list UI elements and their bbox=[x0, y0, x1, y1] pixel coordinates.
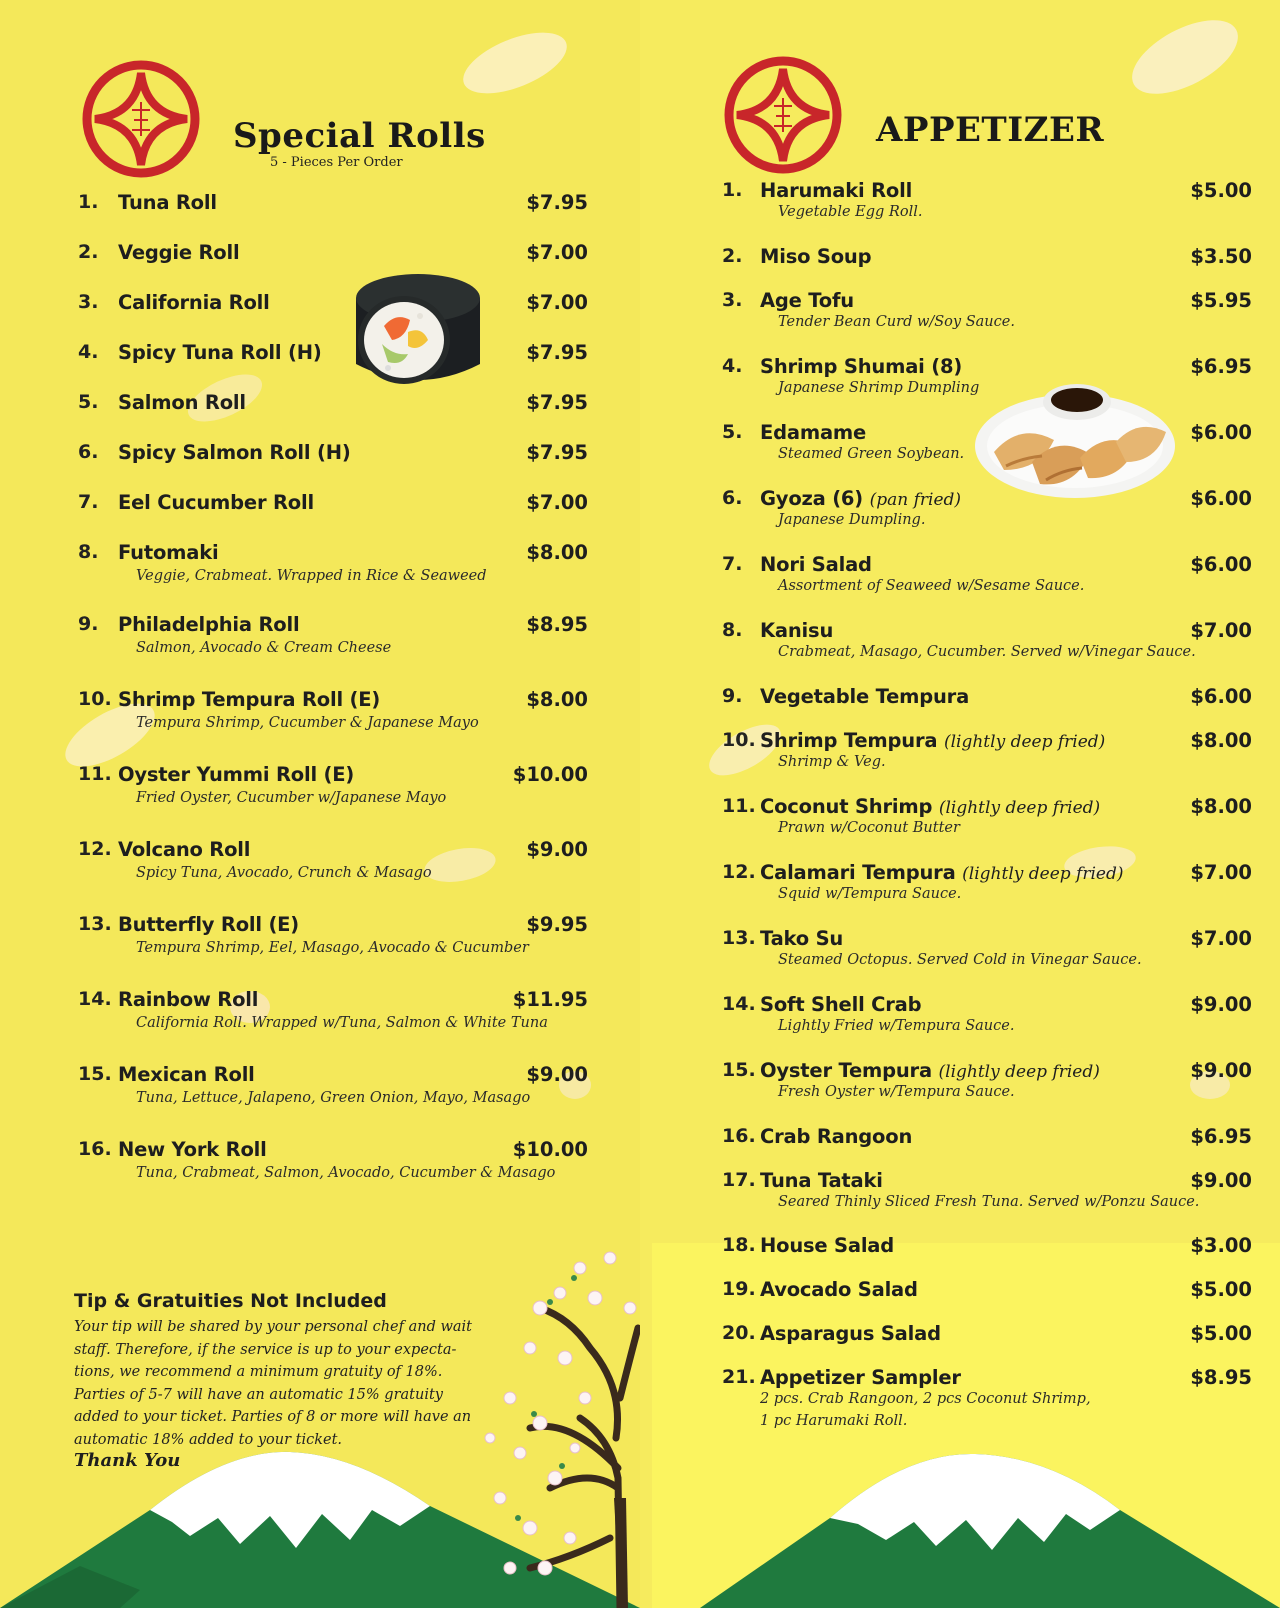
item-name: Tuna Roll bbox=[118, 191, 217, 214]
item-price: $8.00 bbox=[526, 688, 588, 711]
item-description: 1 pc Harumaki Roll. bbox=[760, 1413, 908, 1429]
menu-item bbox=[78, 688, 588, 748]
item-description: Crabmeat, Masago, Cucumber. Served w/Vinegar Sauce. bbox=[778, 644, 1196, 660]
menu-item bbox=[78, 1138, 588, 1198]
item-name bbox=[760, 795, 1100, 818]
item-name-text: Age Tofu bbox=[760, 289, 854, 312]
menu-item bbox=[78, 988, 588, 1048]
menu-item bbox=[78, 913, 588, 973]
item-name bbox=[760, 993, 921, 1016]
item-name-text: Shrimp Shumai (8) bbox=[760, 355, 963, 378]
menu-item bbox=[78, 613, 588, 673]
item-price: $7.95 bbox=[526, 391, 588, 414]
item-note: (lightly deep fried) bbox=[938, 798, 1101, 818]
item-description: 2 pcs. Crab Rangoon, 2 pcs Coconut Shrimp, bbox=[760, 1391, 1091, 1407]
item-price: $8.95 bbox=[1190, 1366, 1252, 1389]
item-price: $5.95 bbox=[1190, 289, 1252, 312]
item-number: 9. bbox=[78, 613, 99, 635]
item-name: Oyster Yummi Roll (E) bbox=[118, 763, 355, 786]
item-number: 11. bbox=[722, 795, 756, 817]
item-name: Eel Cucumber Roll bbox=[118, 491, 314, 514]
item-number: 12. bbox=[722, 861, 756, 883]
item-number: 6. bbox=[78, 441, 99, 463]
menu-item bbox=[722, 1169, 1252, 1229]
mount-fuji-illustration bbox=[700, 1440, 1280, 1608]
item-description: Tempura Shrimp, Cucumber & Japanese Mayo bbox=[136, 715, 479, 731]
item-name-text: Soft Shell Crab bbox=[760, 993, 922, 1016]
menu-item bbox=[722, 1366, 1252, 1429]
item-price: $8.00 bbox=[1190, 795, 1252, 818]
item-number: 18. bbox=[722, 1234, 756, 1256]
item-description: Veggie, Crabmeat. Wrapped in Rice & Seaweed bbox=[136, 568, 487, 584]
item-description: Squid w/Tempura Sauce. bbox=[778, 886, 962, 902]
item-description: Steamed Green Soybean. bbox=[778, 446, 965, 462]
item-price: $7.00 bbox=[1190, 619, 1252, 642]
page-title: Special Rolls bbox=[233, 116, 486, 156]
item-number: 20. bbox=[722, 1322, 756, 1344]
item-price: $7.95 bbox=[526, 341, 588, 364]
page-title: APPETIZER bbox=[876, 110, 1105, 150]
menu-item bbox=[722, 861, 1252, 921]
item-price: $7.00 bbox=[526, 241, 588, 264]
tip-title: Tip & Gratuities Not Included bbox=[74, 1290, 387, 1312]
item-name bbox=[760, 1169, 883, 1192]
item-name-text: Appetizer Sampler bbox=[760, 1366, 961, 1389]
item-note: (lightly deep fried) bbox=[943, 732, 1106, 752]
item-name-text: Kanisu bbox=[760, 619, 834, 642]
item-number: 3. bbox=[722, 289, 743, 311]
item-price: $9.95 bbox=[526, 913, 588, 936]
page-subtitle: 5 - Pieces Per Order bbox=[270, 155, 403, 170]
item-number: 14. bbox=[722, 993, 756, 1015]
menu-item bbox=[722, 1059, 1252, 1119]
item-price: $9.00 bbox=[526, 838, 588, 861]
item-name: Philadelphia Roll bbox=[118, 613, 300, 636]
item-number: 3. bbox=[78, 291, 99, 313]
item-description: Fried Oyster, Cucumber w/Japanese Mayo bbox=[136, 790, 447, 806]
item-name-text: Nori Salad bbox=[760, 553, 872, 576]
tip-line: staff. Therefore, if the service is up to your expecta- bbox=[74, 1341, 457, 1358]
item-description: Japanese Dumpling. bbox=[778, 512, 926, 528]
item-number: 9. bbox=[722, 685, 743, 707]
item-note: (lightly deep fried) bbox=[962, 864, 1124, 884]
menu-item bbox=[722, 993, 1252, 1053]
item-name bbox=[760, 355, 962, 378]
item-name bbox=[760, 179, 912, 202]
item-number: 7. bbox=[78, 491, 99, 513]
item-price: $10.00 bbox=[512, 763, 588, 786]
item-number: 15. bbox=[722, 1059, 756, 1081]
menu-item bbox=[722, 927, 1252, 987]
item-description: Vegetable Egg Roll. bbox=[778, 204, 923, 220]
item-number: 8. bbox=[78, 541, 99, 563]
menu-item bbox=[722, 179, 1252, 239]
item-description: Fresh Oyster w/Tempura Sauce. bbox=[778, 1084, 1015, 1100]
menu-item bbox=[78, 763, 588, 823]
item-description: Tuna, Lettuce, Jalapeno, Green Onion, Mayo, Masago bbox=[136, 1090, 531, 1106]
item-name-text: Calamari Tempura bbox=[760, 861, 956, 884]
item-price: $6.00 bbox=[1190, 421, 1252, 444]
item-number: 11. bbox=[78, 763, 112, 785]
item-name-text: House Salad bbox=[760, 1234, 895, 1257]
item-description: California Roll. Wrapped w/Tuna, Salmon & White Tuna bbox=[136, 1015, 548, 1031]
item-name-text: Crab Rangoon bbox=[760, 1125, 913, 1148]
item-price: $9.00 bbox=[1190, 1059, 1252, 1082]
item-name bbox=[760, 289, 854, 312]
item-number: 16. bbox=[78, 1138, 112, 1160]
item-price: $6.00 bbox=[1190, 553, 1252, 576]
item-price: $3.50 bbox=[1190, 245, 1252, 268]
item-price: $7.00 bbox=[526, 491, 588, 514]
petal-shape bbox=[455, 28, 575, 98]
item-number: 8. bbox=[722, 619, 743, 641]
item-number: 5. bbox=[722, 421, 743, 443]
item-name-text: Oyster Tempura bbox=[760, 1059, 932, 1082]
item-price: $5.00 bbox=[1190, 179, 1252, 202]
item-name: California Roll bbox=[118, 291, 270, 314]
item-description: Tender Bean Curd w/Soy Sauce. bbox=[778, 314, 1015, 330]
menu-item bbox=[78, 541, 588, 601]
item-name-text: Coconut Shrimp bbox=[760, 795, 933, 818]
item-name bbox=[760, 1322, 941, 1345]
item-number: 17. bbox=[722, 1169, 756, 1191]
item-number: 7. bbox=[722, 553, 743, 575]
tip-body bbox=[74, 1316, 474, 1451]
item-name: Veggie Roll bbox=[118, 241, 240, 264]
menu-item bbox=[722, 421, 1252, 481]
item-price: $7.00 bbox=[526, 291, 588, 314]
item-name: Volcano Roll bbox=[118, 838, 251, 861]
item-number: 21. bbox=[722, 1366, 756, 1388]
item-number: 15. bbox=[78, 1063, 112, 1085]
item-name: Futomaki bbox=[118, 541, 219, 564]
item-price: $7.00 bbox=[1190, 927, 1252, 950]
menu-item bbox=[722, 355, 1252, 415]
item-description: Japanese Shrimp Dumpling bbox=[778, 380, 980, 396]
item-name bbox=[760, 1059, 1100, 1082]
item-price: $9.00 bbox=[526, 1063, 588, 1086]
item-name-text: Edamame bbox=[760, 421, 867, 444]
item-price: $6.95 bbox=[1190, 355, 1252, 378]
item-note: (lightly deep fried) bbox=[938, 1062, 1100, 1082]
menu-item bbox=[722, 795, 1252, 855]
item-description: Prawn w/Coconut Butter bbox=[778, 820, 960, 836]
item-name bbox=[760, 487, 961, 510]
item-description: Shrimp & Veg. bbox=[778, 754, 886, 770]
menu-item bbox=[722, 619, 1252, 679]
item-name: Butterfly Roll (E) bbox=[118, 913, 300, 936]
item-name-text: Tuna Tataki bbox=[760, 1169, 883, 1192]
item-number: 10. bbox=[722, 729, 756, 751]
item-name-text: Shrimp Tempura bbox=[760, 729, 938, 752]
item-number: 1. bbox=[78, 191, 99, 213]
menu-item bbox=[722, 729, 1252, 789]
item-price: $11.95 bbox=[512, 988, 588, 1011]
item-name bbox=[760, 553, 872, 576]
item-number: 5. bbox=[78, 391, 99, 413]
menu-item bbox=[722, 487, 1252, 547]
item-price: $8.00 bbox=[526, 541, 588, 564]
item-number: 16. bbox=[722, 1125, 756, 1147]
item-description: Lightly Fried w/Tempura Sauce. bbox=[778, 1018, 1015, 1034]
item-price: $5.00 bbox=[1190, 1322, 1252, 1345]
item-price: $8.00 bbox=[1190, 729, 1252, 752]
appetizer-page bbox=[640, 0, 1280, 1608]
item-price: $9.00 bbox=[1190, 993, 1252, 1016]
menu-item bbox=[722, 289, 1252, 349]
item-price: $3.00 bbox=[1190, 1234, 1252, 1257]
tip-line: automatic 18% added to your ticket. bbox=[74, 1431, 343, 1448]
tip-line: tions, we recommend a minimum gratuity of 18%. bbox=[74, 1364, 443, 1380]
item-name bbox=[760, 1234, 894, 1257]
item-name-text: Harumaki Roll bbox=[760, 179, 913, 202]
item-number: 2. bbox=[78, 241, 99, 263]
item-name bbox=[760, 1278, 918, 1301]
tip-thanks: Thank You bbox=[74, 1450, 181, 1471]
item-note: (pan fried) bbox=[869, 490, 962, 510]
item-number: 6. bbox=[722, 487, 743, 509]
logo-icon bbox=[82, 60, 200, 178]
item-number: 13. bbox=[722, 927, 756, 949]
item-price: $10.00 bbox=[512, 1138, 588, 1161]
menu-item bbox=[78, 1063, 588, 1123]
item-name-text: Asparagus Salad bbox=[760, 1322, 941, 1345]
item-name: Rainbow Roll bbox=[118, 988, 259, 1011]
item-name: New York Roll bbox=[118, 1138, 267, 1161]
item-name bbox=[760, 245, 871, 268]
item-price: $6.00 bbox=[1190, 487, 1252, 510]
item-name: Spicy Salmon Roll (H) bbox=[118, 441, 351, 464]
menu-item bbox=[722, 553, 1252, 613]
item-name bbox=[760, 729, 1105, 752]
item-name-text: Tako Su bbox=[760, 927, 844, 950]
item-name-text: Vegetable Tempura bbox=[760, 685, 970, 708]
menu-item bbox=[78, 838, 588, 898]
item-name bbox=[760, 421, 866, 444]
item-name bbox=[760, 1366, 961, 1389]
item-number: 2. bbox=[722, 245, 743, 267]
item-price: $6.95 bbox=[1190, 1125, 1252, 1148]
item-description: Tempura Shrimp, Eel, Masago, Avocado & Cucumber bbox=[136, 940, 529, 956]
item-price: $7.00 bbox=[1190, 861, 1252, 884]
item-name bbox=[760, 619, 833, 642]
item-price: $7.95 bbox=[526, 191, 588, 214]
item-number: 13. bbox=[78, 913, 112, 935]
item-number: 1. bbox=[722, 179, 743, 201]
item-name bbox=[760, 927, 843, 950]
item-price: $5.00 bbox=[1190, 1278, 1252, 1301]
tip-line: Parties of 5-7 will have an automatic 15% gratuity bbox=[74, 1386, 443, 1403]
item-number: 10. bbox=[78, 688, 112, 710]
item-description: Spicy Tuna, Avocado, Crunch & Masago bbox=[136, 865, 432, 881]
item-price: $9.00 bbox=[1190, 1169, 1252, 1192]
item-name: Mexican Roll bbox=[118, 1063, 255, 1086]
item-name: Spicy Tuna Roll (H) bbox=[118, 341, 322, 364]
item-name: Shrimp Tempura Roll (E) bbox=[118, 688, 381, 711]
item-name bbox=[760, 685, 969, 708]
item-number: 19. bbox=[722, 1278, 756, 1300]
cherry-blossom-tree bbox=[470, 1238, 640, 1608]
item-description: Seared Thinly Sliced Fresh Tuna. Served w/Ponzu Sauce. bbox=[778, 1194, 1200, 1210]
petal-shape bbox=[1120, 12, 1250, 102]
item-price: $6.00 bbox=[1190, 685, 1252, 708]
item-number: 14. bbox=[78, 988, 112, 1010]
logo-icon bbox=[724, 56, 842, 174]
item-number: 4. bbox=[722, 355, 743, 377]
item-description: Steamed Octopus. Served Cold in Vinegar Sauce. bbox=[778, 952, 1142, 968]
item-name-text: Miso Soup bbox=[760, 245, 872, 268]
item-price: $7.95 bbox=[526, 441, 588, 464]
item-name-text: Gyoza (6) bbox=[760, 487, 864, 510]
item-description: Assortment of Seaweed w/Sesame Sauce. bbox=[778, 578, 1085, 594]
tip-line: Your tip will be shared by your personal chef and wait bbox=[74, 1319, 472, 1335]
item-number: 12. bbox=[78, 838, 112, 860]
item-description: Salmon, Avocado & Cream Cheese bbox=[136, 640, 392, 656]
item-description: Tuna, Crabmeat, Salmon, Avocado, Cucumber & Masago bbox=[136, 1165, 556, 1181]
item-number: 4. bbox=[78, 341, 99, 363]
item-name bbox=[760, 861, 1124, 884]
item-name bbox=[760, 1125, 912, 1148]
item-name-text: Avocado Salad bbox=[760, 1278, 918, 1301]
item-price: $8.95 bbox=[526, 613, 588, 636]
item-name: Salmon Roll bbox=[118, 391, 246, 414]
tip-line: added to your ticket. Parties of 8 or more will have an bbox=[74, 1409, 472, 1425]
